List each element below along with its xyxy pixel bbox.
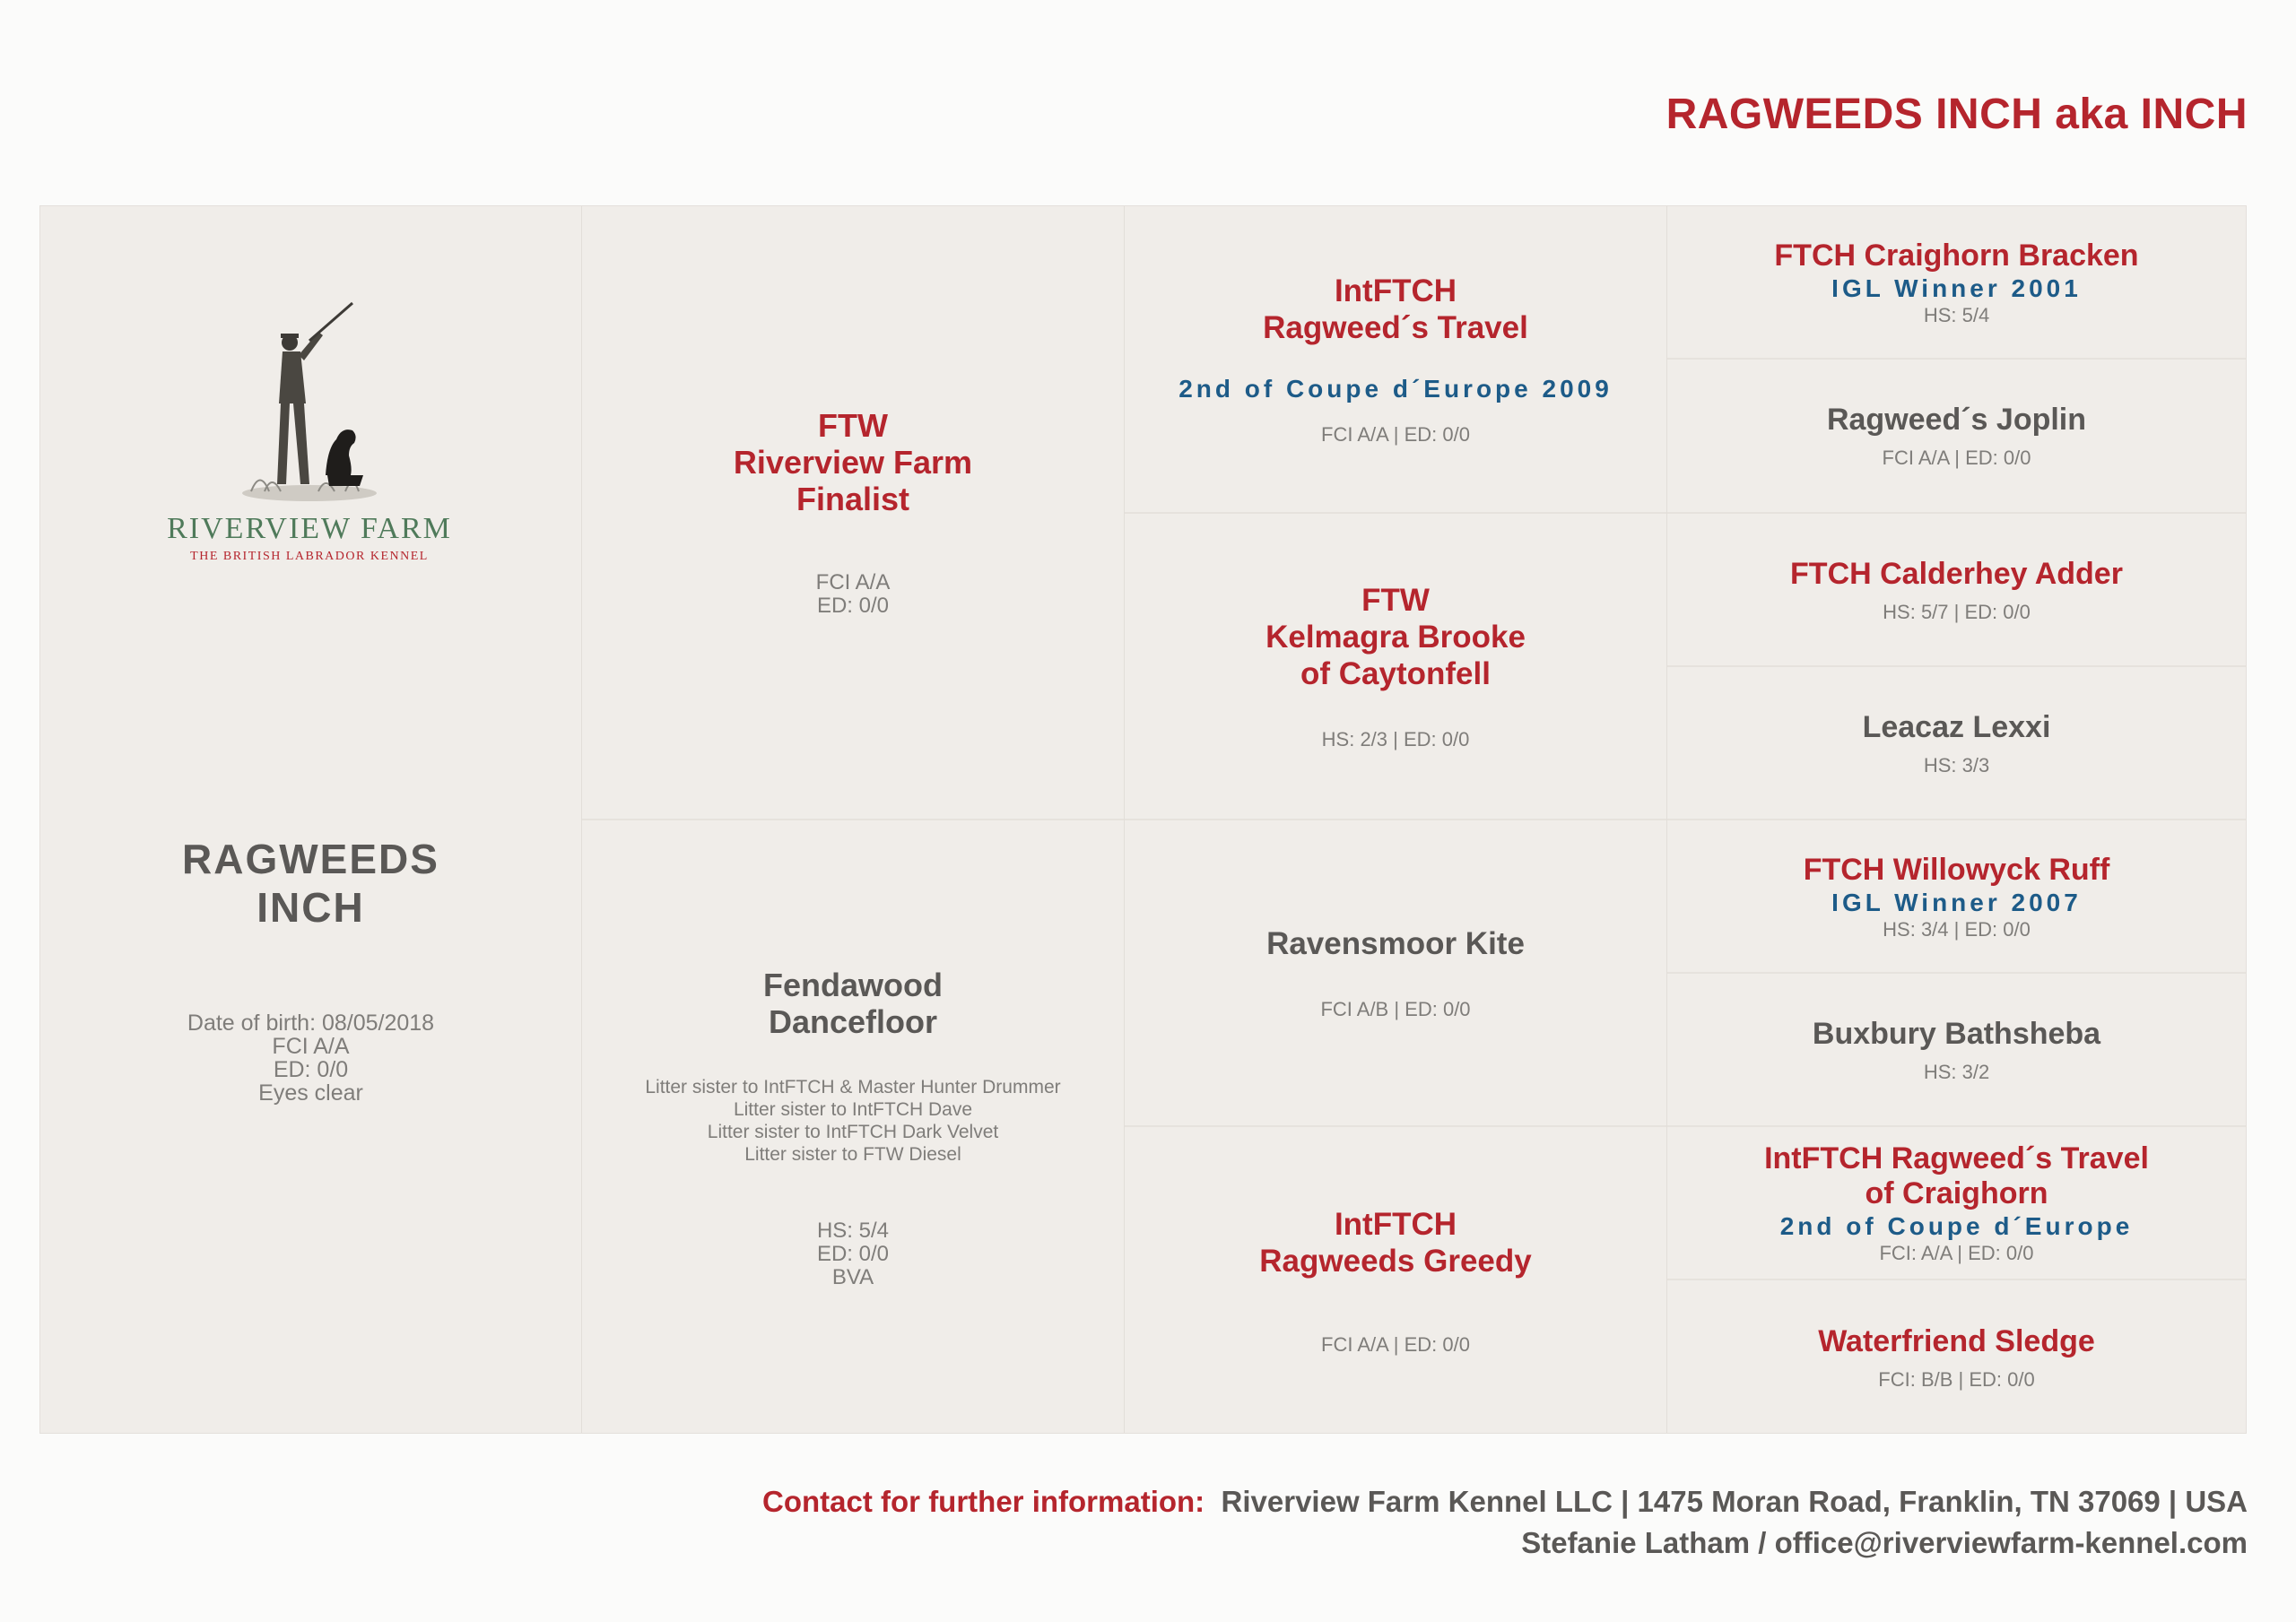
subject-column bbox=[40, 206, 582, 1433]
hunter-with-dog-icon bbox=[175, 296, 444, 502]
dam-cell: Fendawood Dancefloor Litter sister to IntFTCH & Master Hunter Drummer Litter sister to IntFTCH Dave Litter sister to IntFTCH Dark Velvet Litter sister to FTW Diesel HS: 5/4 ED: 0/0 BVA bbox=[645, 966, 1061, 1289]
kennel-logo-subtitle: THE BRITISH LABRADOR KENNEL bbox=[190, 550, 429, 563]
subject-name: RAGWEEDS INCH bbox=[182, 836, 439, 931]
grandparents-column bbox=[1125, 206, 1667, 1433]
sire-cell: FTW Riverview Farm Finalist FCI A/A ED: 0/0 bbox=[582, 206, 1124, 820]
grandparent-cell: IntFTCH Ragweed´s Travel 2nd of Coupe d´Europe 2009 FCI A/A | ED: 0/0 bbox=[1125, 206, 1666, 514]
kennel-logo bbox=[94, 296, 525, 565]
grandparent-cell: Ravensmoor Kite FCI A/B | ED: 0/0 bbox=[1125, 820, 1666, 1127]
great-grandparent-cell: Waterfriend Sledge FCI: B/B | ED: 0/0 bbox=[1818, 1324, 2095, 1391]
contact-address: Riverview Farm Kennel LLC | 1475 Moran Road, Franklin, TN 37069 | USA bbox=[1221, 1485, 2248, 1518]
grandparent-cell: FTW Kelmagra Brooke of Caytonfell HS: 2/3 | ED: 0/0 bbox=[1125, 514, 1666, 820]
great-grandparent-cell: Buxbury Bathsheba HS: 3/2 bbox=[1667, 974, 2246, 1127]
great-grandparent-cell: IntFTCH Ragweed´s Travel of Craighorn 2nd of Coupe d´Europe FCI: A/A | ED: 0/0 bbox=[1667, 1127, 2246, 1280]
subject-details: Date of birth: 08/05/2018 FCI A/A ED: 0/0 Eyes clear bbox=[187, 1010, 435, 1106]
pedigree-table bbox=[39, 205, 2247, 1434]
great-grandparent-cell: Ragweed´s Joplin FCI A/A | ED: 0/0 bbox=[1667, 360, 2246, 514]
contact-footer bbox=[762, 1481, 2248, 1564]
great-grandparent-cell: FTCH Calderhey Adder HS: 5/7 | ED: 0/0 bbox=[1667, 514, 2246, 667]
grandparent-cell: IntFTCH Ragweeds Greedy FCI A/A | ED: 0/0 bbox=[1259, 1207, 1532, 1356]
great-grandparent-cell: FTCH Willowyck Ruff IGL Winner 2007 HS: 3/4 | ED: 0/0 bbox=[1667, 820, 2246, 974]
great-grandparents-column bbox=[1667, 206, 2246, 1433]
page-title: RAGWEEDS INCH aka INCH bbox=[1665, 91, 2248, 138]
great-grandparent-cell: Leacaz Lexxi HS: 3/3 bbox=[1667, 667, 2246, 820]
contact-line-address bbox=[762, 1481, 2248, 1522]
great-grandparent-cell: FTCH Craighorn Bracken IGL Winner 2001 HS: 5/4 bbox=[1667, 206, 2246, 360]
contact-email[interactable]: Stefanie Latham / office@riverviewfarm-kennel.com bbox=[1521, 1526, 2248, 1559]
contact-label: Contact for further information: bbox=[762, 1485, 1205, 1518]
parents-column bbox=[582, 206, 1125, 1433]
kennel-logo-name: RIVERVIEW FARM bbox=[167, 512, 452, 545]
